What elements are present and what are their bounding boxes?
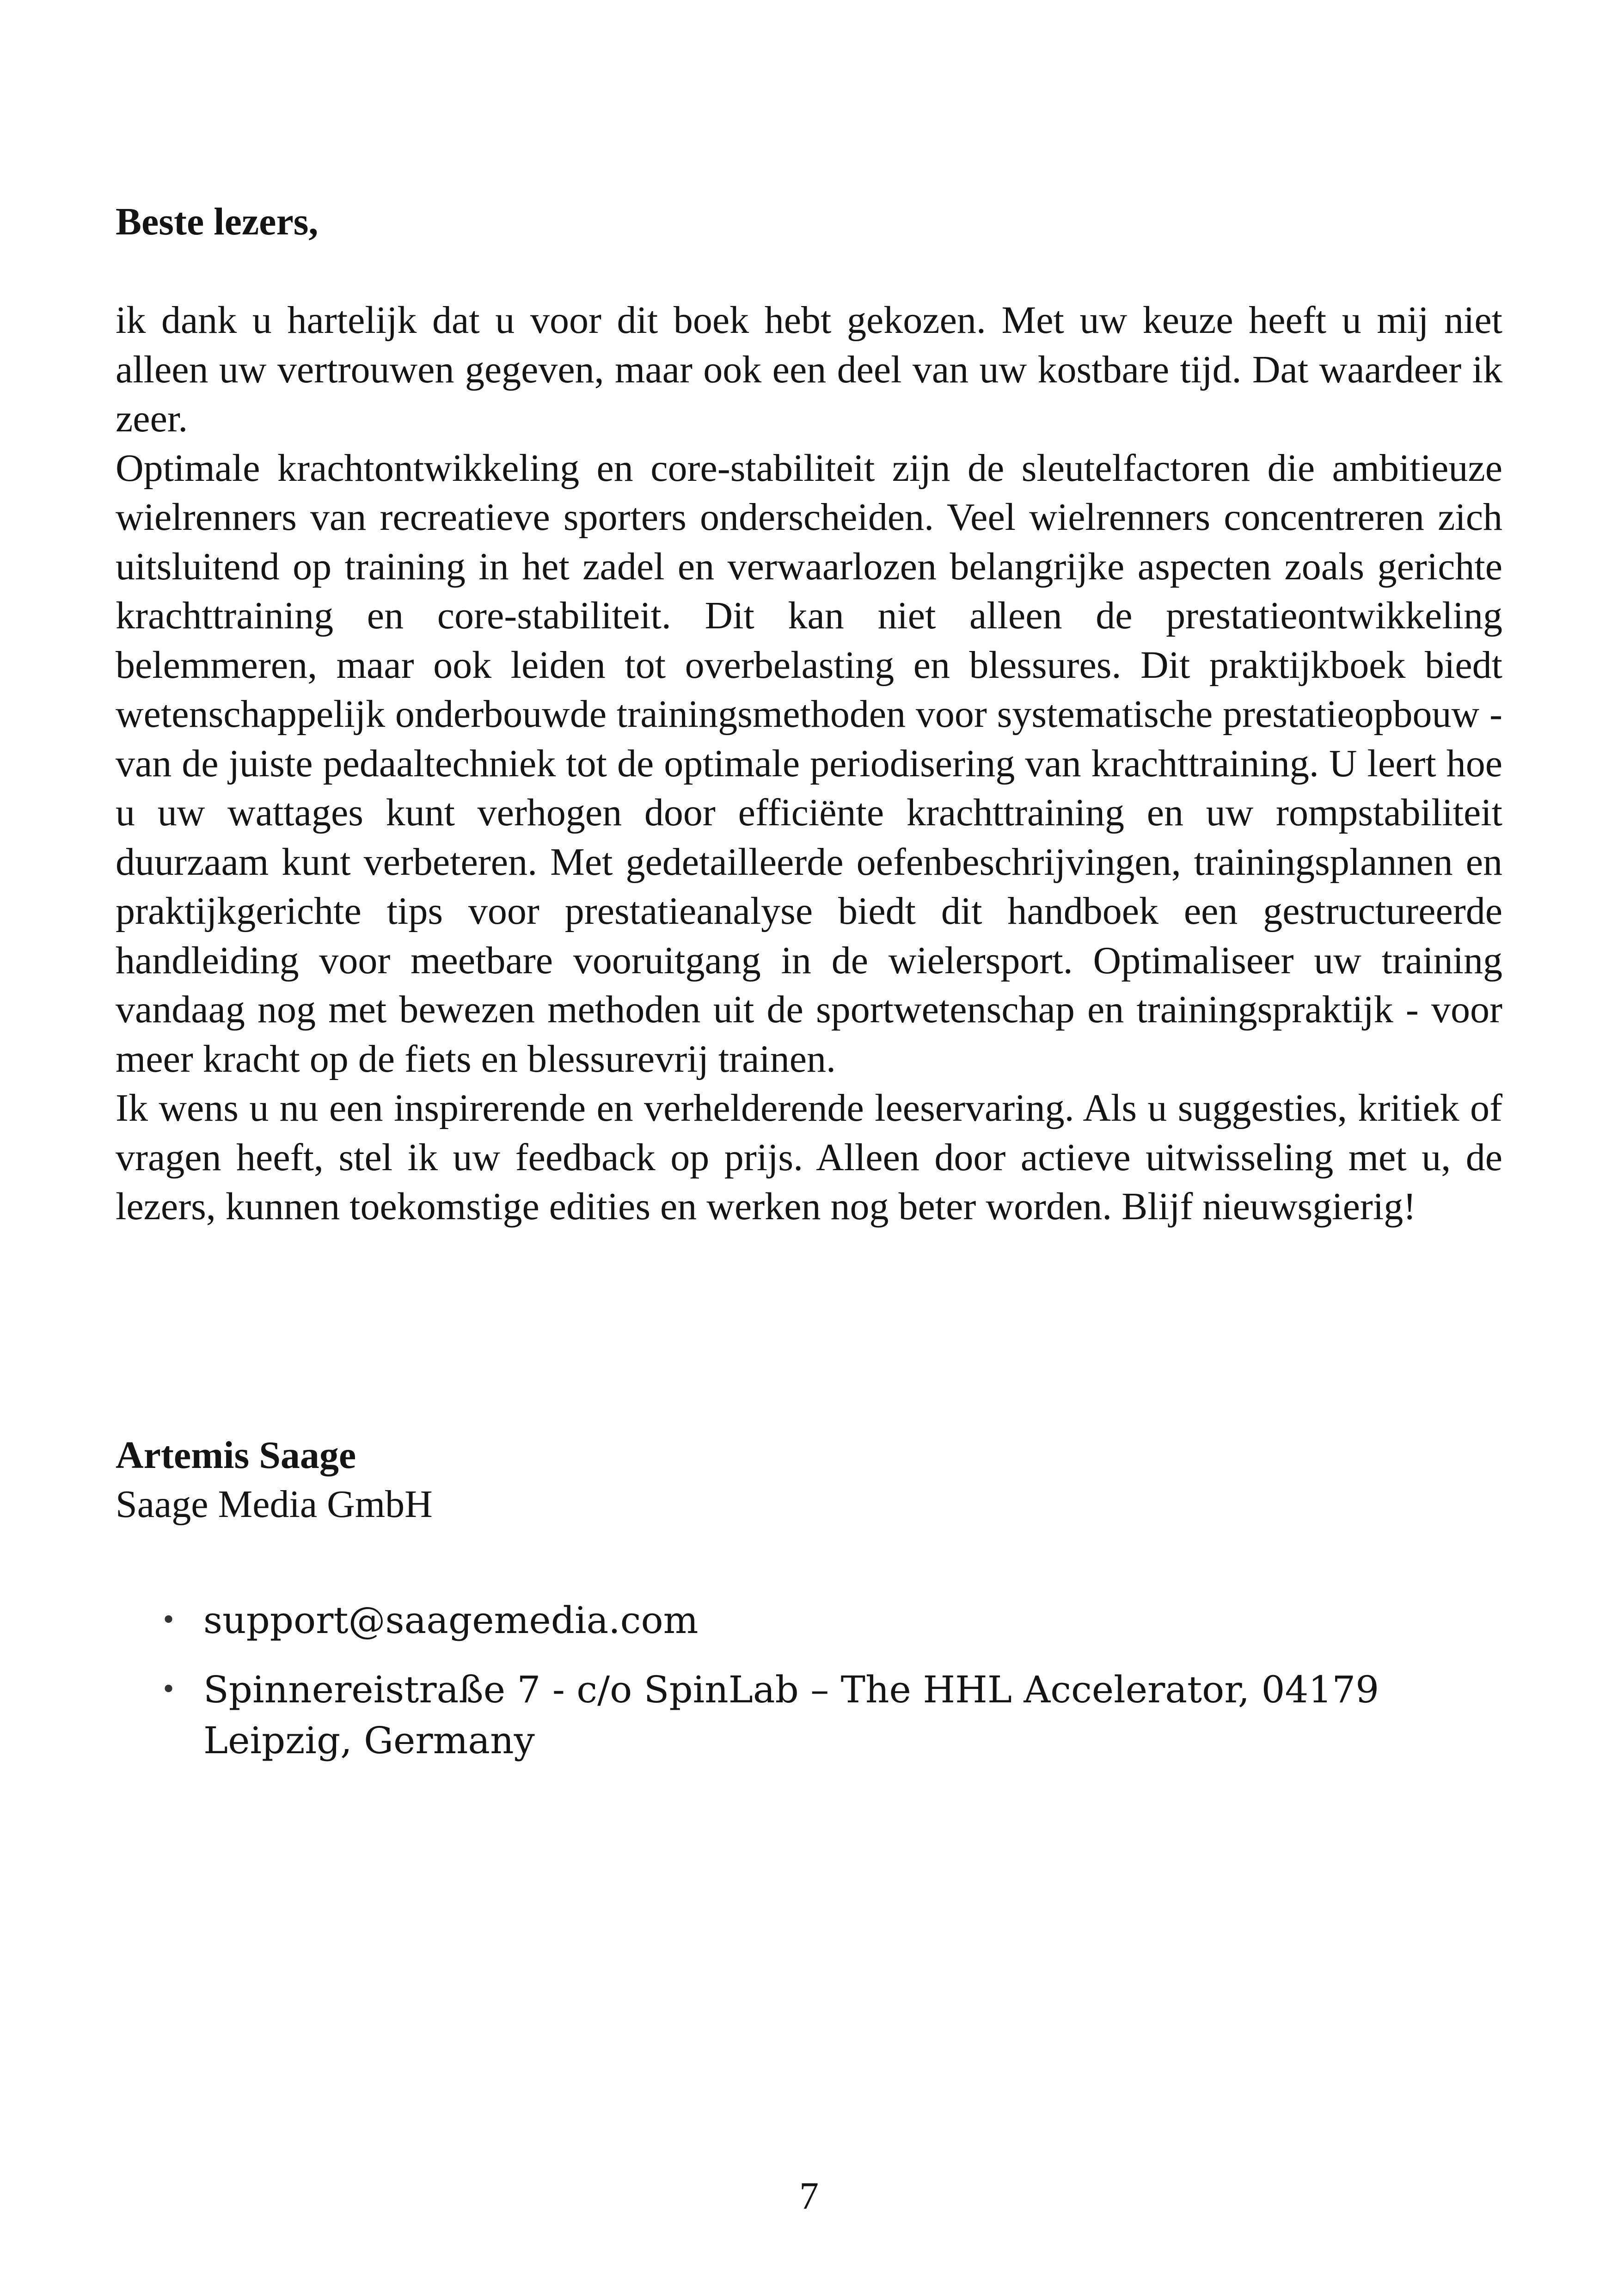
address-line-1: Spinnereistraße 7 - c/o SpinLab – The HHL Accelerator, 04179 [203,1668,1379,1711]
paragraph-closing: Ik wens u nu een inspirerende en verhelderende leeservaring. Als u suggesties, kritiek of vragen heeft, stel ik uw feedback op prijs. Alleen door actieve uitwisseling met u, de lezers, kunnen toekomstige edities en werken nog beter worden. Blijf nieuwsgierig! [116,1087,1502,1228]
bullet-icon: • [161,1605,177,1635]
contact-email-item [153,1595,1516,1646]
greeting-heading: Beste lezers, [116,200,319,243]
bullet-icon: • [161,1675,177,1705]
author-name: Artemis Saage [116,1434,356,1477]
contact-list [153,1595,1516,1785]
signature-block [116,1431,1502,1529]
company-name: Saage Media GmbH [116,1483,433,1526]
contact-address-item [153,1664,1516,1766]
paragraph-intro: ik dank u hartelijk dat u voor dit boek hebt gekozen. Met uw keuze heeft u mij niet alleen uw vertrouwen gegeven, maar ook een deel van uw kostbare tijd. Dat waardeer ik zeer. [116,299,1502,440]
address-line-2: Leipzig, Germany [203,1719,535,1762]
page-number: 7 [799,2174,819,2217]
letter-body [116,296,1502,1232]
email-link[interactable]: support@saagemedia.com [203,1599,699,1642]
paragraph-main: Optimale krachtontwikkeling en core-stabiliteit zijn de sleutelfactoren die ambitieuze wielrenners van recreatieve sporters onderscheiden. Veel wielrenners concentreren zich uitsluitend op training in het zadel en verwaarlozen belangrijke aspecten zoals gerichte krachttraining en core-stabiliteit. Dit kan niet alleen de prestatieontwikkeling belemmeren, maar ook leiden tot overbelasting en blessures. Dit praktijkboek biedt wetenschappelijk onderbouwde trainingsmethoden voor systematische prestatieopbouw - van de juiste pedaaltechniek tot de optimale periodisering van krachttraining. U leert hoe u uw wattages kunt verhogen door efficiënte krachttraining en uw rompstabiliteit duurzaam kunt verbeteren. Met gedetailleerde oefenbeschrijvingen, trainingsplannen en praktijkgerichte tips voor prestatieanalyse biedt dit handboek een gestructureerde handleiding voor meetbare vooruitgang in de wielersport. Optimaliseer uw training vandaag nog met bewezen methoden uit de sportwetenschap en trainingspraktijk - voor meer kracht op de fiets en blessurevrij trainen. [116,446,1502,1080]
